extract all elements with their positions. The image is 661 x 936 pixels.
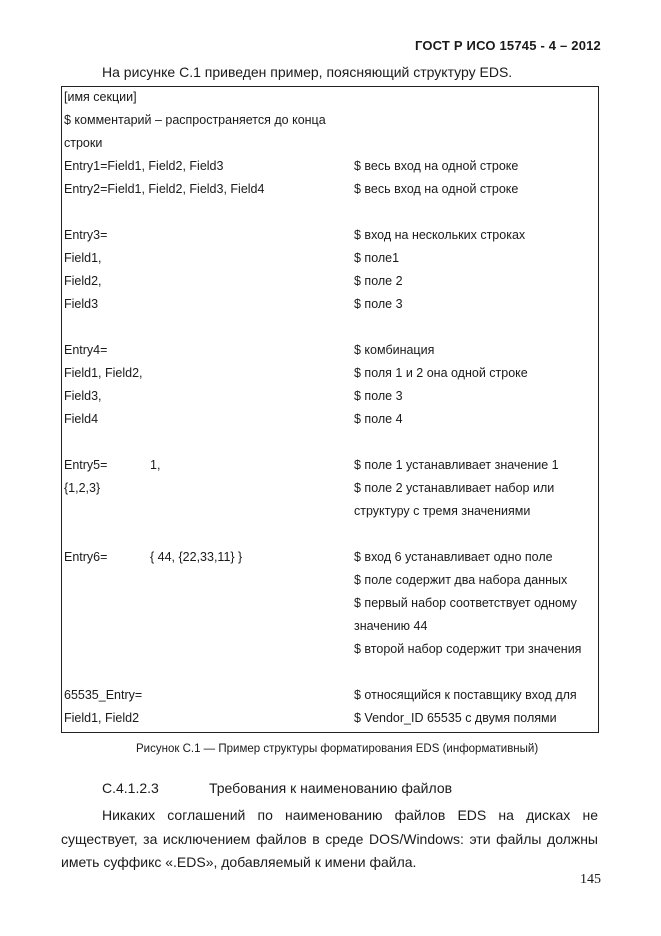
example-line-c3: $ поле содержит два набора данных <box>354 573 568 587</box>
example-line-c1: [имя секции] <box>64 90 137 104</box>
example-line-c3: значению 44 <box>354 619 428 633</box>
example-line-c3: $ Vendor_ID 65535 с двумя полями <box>354 711 557 725</box>
example-line-c1: Entry3= <box>64 228 108 242</box>
example-line-c3: структуру с тремя значениями <box>354 504 531 518</box>
example-line-c1: Field3, <box>64 389 102 403</box>
example-line-c3: $ весь вход на одной строке <box>354 159 519 173</box>
example-line-c3: $ комбинация <box>354 343 435 357</box>
example-line-c1: Field1, <box>64 251 102 265</box>
example-line-c1: Entry1=Field1, Field2, Field3 <box>64 159 224 173</box>
example-line-c1: {1,2,3} <box>64 481 101 495</box>
intro-text: На рисунке С.1 приведен пример, поясняющий структуру EDS. <box>102 64 513 80</box>
example-line-c3: $ поле 3 <box>354 297 403 311</box>
example-line-c3: $ поле 1 устанавливает значение 1 <box>354 458 559 472</box>
example-line-c1: Entry6= <box>64 550 108 564</box>
body-paragraph: Никаких соглашений по наименованию файлов EDS на дисках не существует, за исключением файлов в среде DOS/Windows: эти файлы должны иметь суффикс «.EDS», добавляемый к имени файла. <box>61 807 598 870</box>
example-line-c1: 65535_Entry= <box>64 688 143 702</box>
example-line-c1: Field1, Field2 <box>64 711 140 725</box>
example-line-c3: $ поле1 <box>354 251 400 265</box>
document-header: ГОСТ Р ИСО 15745 - 4 – 2012 <box>414 38 601 53</box>
example-line-c1: Field1, Field2, <box>64 366 143 380</box>
example-line-c3: $ второй набор содержит три значения <box>354 642 582 656</box>
example-line-c2: { 44, {22,33,11} } <box>150 550 243 564</box>
example-line-c1: Entry4= <box>64 343 108 357</box>
example-line-c3: $ поле 2 <box>354 274 403 288</box>
subsection-heading <box>102 780 452 796</box>
example-line-c1: $ комментарий – распространяется до конца <box>64 113 326 127</box>
figure-caption: Рисунок С.1 — Пример структуры форматирования EDS (информативный) <box>136 743 539 755</box>
example-line-c3: $ вход 6 устанавливает одно поле <box>354 550 553 564</box>
example-line-c1: Field4 <box>64 412 99 426</box>
example-line-c1: Field3 <box>64 297 99 311</box>
example-line-c3: $ поля 1 и 2 она одной строке <box>354 366 528 380</box>
example-line-c1: Entry2=Field1, Field2, Field3, Field4 <box>64 182 265 196</box>
example-line-c1: Entry5= <box>64 458 108 472</box>
example-line-c3: $ относящийся к поставщику вход для <box>354 688 577 702</box>
example-line-c3: $ поле 4 <box>354 412 403 426</box>
example-line-c3: $ поле 3 <box>354 389 403 403</box>
example-line-c3: $ вход на нескольких строках <box>354 228 526 242</box>
example-line-c3: $ поле 2 устанавливает набор или <box>354 481 555 495</box>
eds-example-box <box>61 86 599 733</box>
example-line-c3: $ первый набор соответствует одному <box>354 596 577 610</box>
example-line-c1: строки <box>64 136 103 150</box>
example-line-c1: Field2, <box>64 274 102 288</box>
subsection-title: Требования к наименованию файлов <box>209 780 453 796</box>
subsection-number: С.4.1.2.3 <box>102 780 159 796</box>
page-number: 145 <box>580 872 601 887</box>
example-line-c3: $ весь вход на одной строке <box>354 182 519 196</box>
example-line-c2: 1, <box>150 458 161 472</box>
